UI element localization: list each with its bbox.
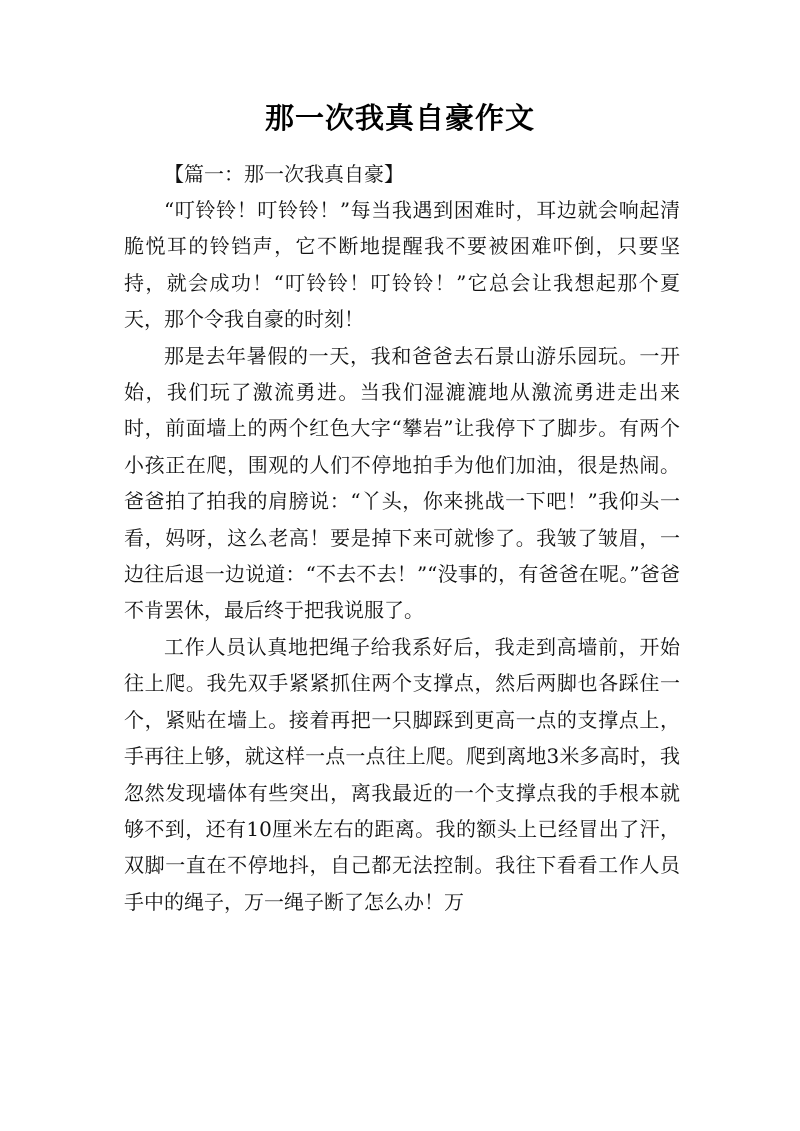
- paragraph-1: “叮铃铃！叮铃铃！”每当我遇到困难时，耳边就会响起清脆悦耳的铃铛声，它不断地提醒我不要被困难吓倒，只要坚持，就会成功！“叮铃铃！叮铃铃！”它总会让我想起那个夏天，那个令我自豪的时刻！: [124, 198, 680, 332]
- paragraph-2: 那是去年暑假的一天，我和爸爸去石景山游乐园玩。一开始，我们玩了激流勇进。当我们湿漉漉地从激流勇进走出来时，前面墙上的两个红色大字“攀岩”让我停下了脚步。有两个小孩正在爬，围观的人们不停地拍手为他们加油，很是热闹。爸爸拍了拍我的肩膀说：“丫头，你来挑战一下吧！”我仰头一看，妈呀，这么老高！要是掉下来可就惨了。我皱了皱眉，一边往后退一边说道：“不去不去！”“没事的，有爸爸在呢。”爸爸不肯罢休，最后终于把我说服了。: [124, 343, 680, 623]
- section-heading: 【篇一：那一次我真自豪】: [164, 162, 404, 186]
- document-body: [124, 156, 680, 920]
- document-title: 那一次我真自豪作文: [264, 101, 535, 135]
- paragraph-3: 工作人员认真地把绳子给我系好后，我走到高墙前，开始往上爬。我先双手紧紧抓住两个支撑点，然后两脚也各踩住一个，紧贴在墙上。接着再把一只脚踩到更高一点的支撑点上，手再往上够，就这样一点一点往上爬。爬到离地3米多高时，我忽然发现墙体有些突出，离我最近的一个支撑点我的手根本就够不到，还有10厘米左右的距离。我的额头上已经冒出了汗，双脚一直在不停地抖，自己都无法控制。我往下看看工作人员手中的绳子，万一绳子断了怎么办！万: [124, 634, 680, 914]
